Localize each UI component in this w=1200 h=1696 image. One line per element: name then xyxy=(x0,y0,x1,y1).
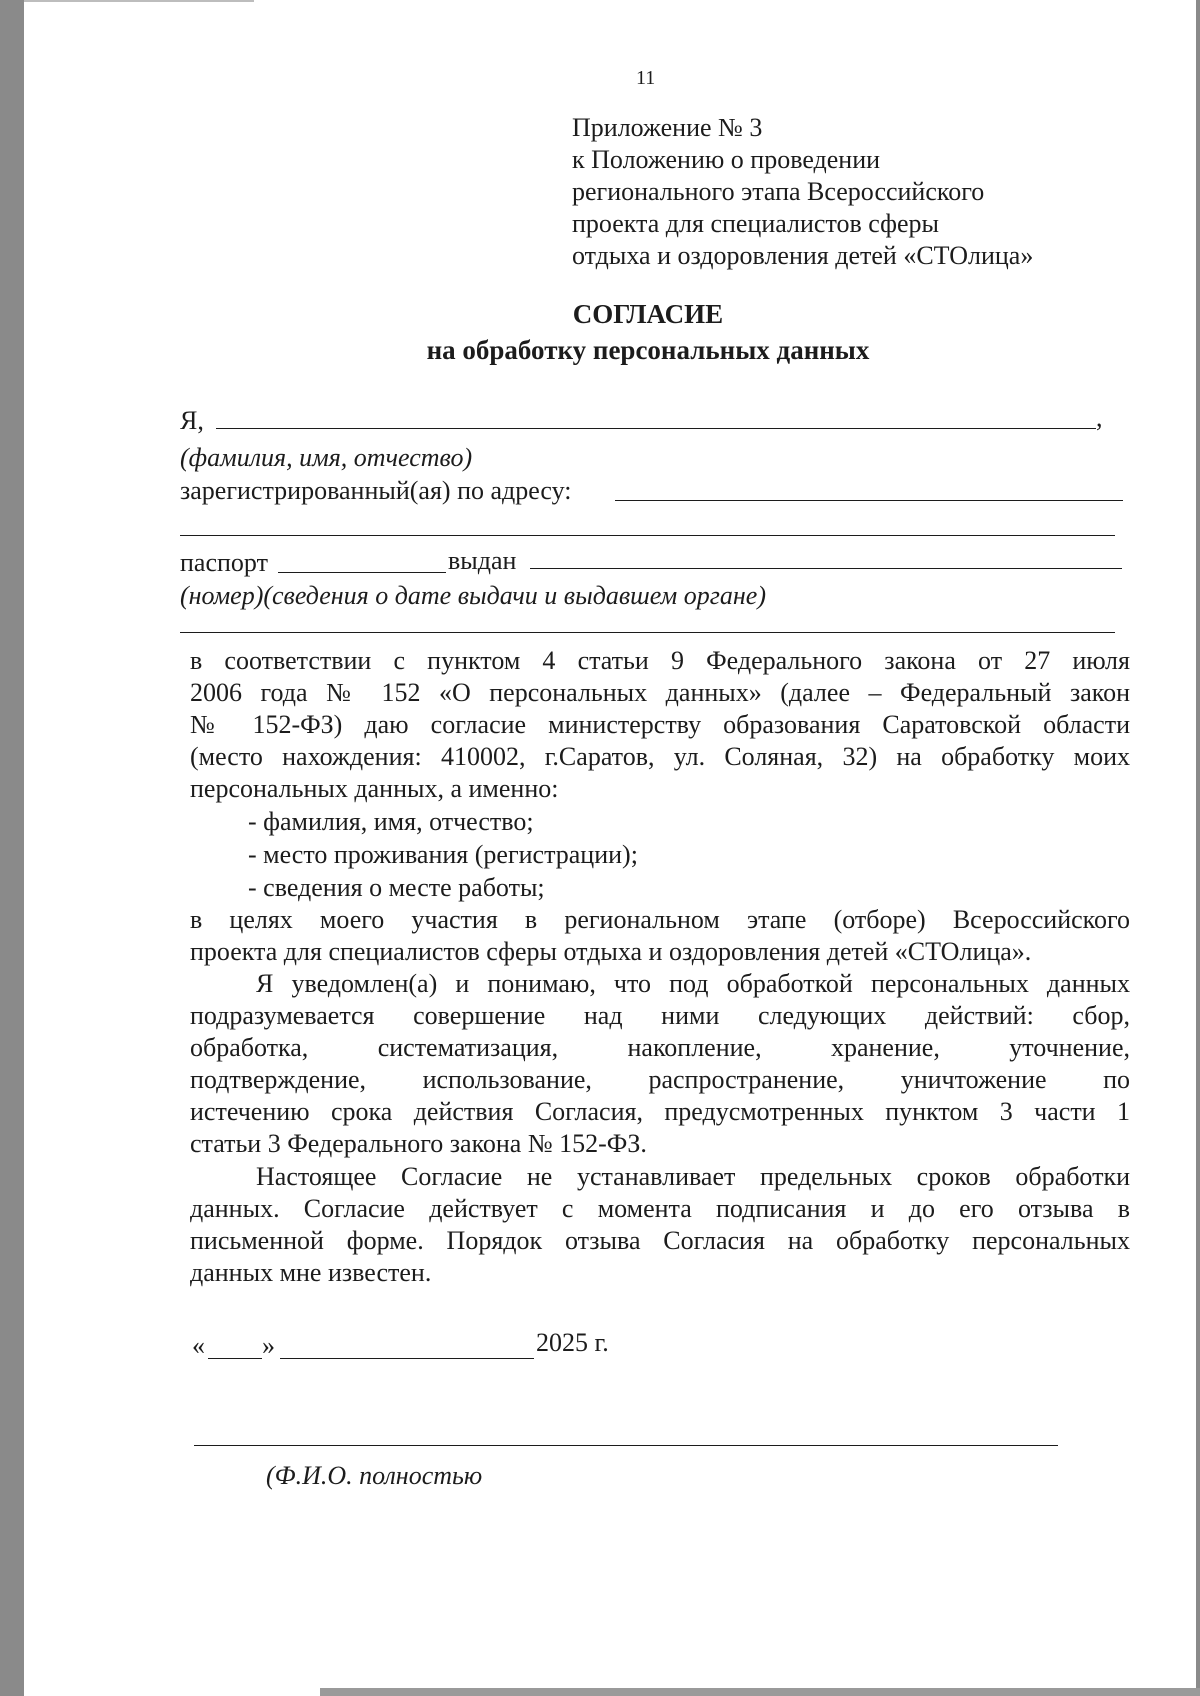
list-item: - фамилия, имя, отчество; xyxy=(248,807,534,836)
issued-label: выдан xyxy=(448,546,517,575)
date-open-quote: « xyxy=(192,1331,205,1360)
date-day-line[interactable] xyxy=(208,1358,262,1359)
passport-number-line[interactable] xyxy=(278,572,446,573)
list-item: - место проживания (регистрации); xyxy=(248,840,638,869)
appendix-line: проекта для специалистов сферы xyxy=(572,209,939,238)
list-item: - сведения о месте работы; xyxy=(248,873,545,902)
notice-line: Я уведомлен(а) и понимаю, что под обработкой персональных данных xyxy=(256,969,1130,998)
document-title: СОГЛАСИЕ xyxy=(572,299,724,329)
date-year: 2025 г. xyxy=(536,1328,609,1357)
issued-input-line[interactable] xyxy=(530,568,1122,569)
purpose-line-last: проекта для специалистов сферы отдыха и оздоровления детей «СТОлица». xyxy=(190,937,1032,966)
date-close-quote: » xyxy=(262,1331,275,1360)
passport-details-line[interactable] xyxy=(180,632,1115,633)
appendix-line: отдыха и оздоровления детей «СТОлица» xyxy=(572,241,1034,270)
purpose-line: в целях моего участия в региональном этапе (отборе) Всероссийского xyxy=(190,905,1130,934)
signature-caption: (Ф.И.О. полностью xyxy=(266,1461,483,1490)
notice-line: подразумевается совершение над ними следующих действий: сбор, xyxy=(190,1001,1130,1030)
notice-line: обработка, систематизация, накопление, хранение, уточнение, xyxy=(190,1033,1130,1062)
notice-line-last: статьи 3 Федерального закона № 152-ФЗ. xyxy=(190,1129,647,1158)
scan-right-edge xyxy=(1196,0,1200,1696)
fio-caption: (фамилия, имя, отчество) xyxy=(180,443,473,472)
appendix-line: регионального этапа Всероссийского xyxy=(572,177,985,206)
appendix-line: Приложение № 3 xyxy=(572,113,763,142)
page-number: 11 xyxy=(636,67,656,89)
scan-top-mark xyxy=(24,0,254,2)
appendix-line: к Положению о проведении xyxy=(572,145,881,174)
intro-line-last: персональных данных, а именно: xyxy=(190,774,559,803)
signature-line[interactable] xyxy=(194,1445,1058,1446)
intro-line: (место нахождения: 410002, г.Саратов, ул. Соляная, 32) на обработку моих xyxy=(190,742,1130,771)
notice-line: подтверждение, использование, распространение, уничтожение по xyxy=(190,1065,1130,1094)
term-line: письменной форме. Порядок отзыва Согласия на обработку персональных xyxy=(190,1226,1130,1255)
address-input-line-2[interactable] xyxy=(180,535,1115,536)
term-line: Настоящее Согласие не устанавливает предельных сроков обработки xyxy=(256,1162,1130,1191)
intro-line: № 152-ФЗ) даю согласие министерству образования Саратовской области xyxy=(190,710,1130,739)
notice-line: истечению срока действия Согласия, предусмотренных пунктом 3 части 1 xyxy=(190,1097,1130,1126)
document-subtitle: на обработку персональных данных xyxy=(426,335,870,365)
passport-label: паспорт xyxy=(180,548,268,577)
fio-comma: , xyxy=(1096,403,1103,432)
term-line: данных. Согласие действует с момента подписания и до его отзыва в xyxy=(190,1194,1130,1223)
date-month-line[interactable] xyxy=(280,1358,534,1359)
i-label: Я, xyxy=(180,406,204,435)
fio-input-line[interactable] xyxy=(216,428,1096,429)
address-input-line[interactable] xyxy=(615,500,1123,501)
scan-left-edge xyxy=(0,0,24,1696)
intro-line: в соответствии с пунктом 4 статьи 9 Федерального закона от 27 июля xyxy=(190,646,1130,675)
term-line-last: данных мне известен. xyxy=(190,1258,432,1287)
scan-bottom-edge xyxy=(320,1688,1200,1696)
address-label: зарегистрированный(ая) по адресу: xyxy=(180,476,572,505)
intro-line: 2006 года № 152 «О персональных данных» (далее – Федеральный закон xyxy=(190,678,1130,707)
passport-caption: (номер)(сведения о дате выдачи и выдавшем органе) xyxy=(180,581,766,610)
